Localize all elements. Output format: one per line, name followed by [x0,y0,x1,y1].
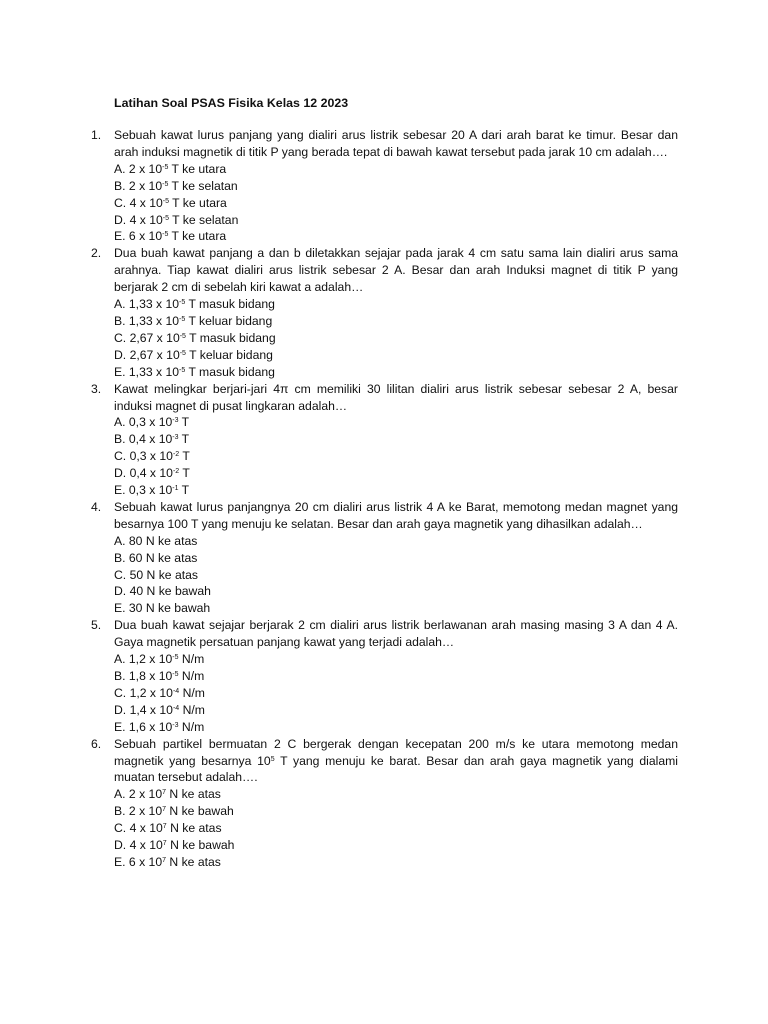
option-exponent: -5 [172,671,179,678]
option-exponent: 7 [162,823,167,831]
option-text: C. 1,2 x 10 [114,685,173,700]
question-item [91,499,678,617]
option-exponent: -5 [179,332,186,340]
option-unit: N/m [179,685,205,700]
option-unit: T ke selatan [169,212,239,227]
question-text: Sebuah kawat lurus panjang yang dialiri arus listrik sebesar 20 A dari arah barat ke timur. Besar dan arah induksi magnetik di titik P yang berada tepat di bawah kawat tersebut pada jarak 10 cm adalah…. [114,128,678,159]
question-text [114,736,678,787]
option-text: C. 4 x 10 [114,195,163,210]
option-unit: N/m [178,719,205,734]
question-number: 2. [91,246,102,261]
option-text: B. 2 x 10 [114,178,163,193]
document-title: Latihan Soal PSAS Fisika Kelas 12 2023 [114,96,349,110]
option-text: E. 1,6 x 10 [114,719,173,734]
option-exponent: -3 [172,434,179,442]
option-unit: T masuk bidang [185,297,275,312]
answer-option [114,651,678,668]
answer-option [114,685,678,702]
answer-option [114,786,678,803]
answer-option [114,296,678,313]
answer-option [114,313,678,330]
question-item [91,617,678,735]
option-unit: T [179,466,190,481]
question-number: 6. [91,736,102,751]
answer-option [114,854,678,871]
option-text: E. 30 N ke bawah [114,601,211,616]
option-exponent: -5 [162,197,170,205]
answer-option [114,364,678,381]
question-item [91,736,678,871]
question-item [91,381,678,499]
option-text: C. 2,67 x 10 [114,330,180,345]
option-exponent: -1 [172,485,179,493]
answer-option [114,820,678,837]
question-text-exponent: 5 [270,755,275,763]
option-unit: T ke utara [169,195,227,210]
option-unit: N ke atas [166,787,221,802]
answer-option [114,414,678,431]
option-unit: T [178,432,190,447]
option-exponent: -5 [179,349,186,357]
option-text: A. 2 x 10 [114,161,163,176]
question-list [91,127,678,871]
question-text: Dua buah kawat panjang a dan b diletakkan sejajar pada jarak 4 cm satu sama lain dialiri arus sama arahnya. Tiap kawat dialiri arus listrik sebesar 2 A. Besar dan arah Induksi magnet di titik P yang berjarak 2 cm di sebelah kiri kawat a adalah… [114,246,678,295]
answer-option [114,719,678,736]
option-unit: N ke atas [166,821,222,836]
answer-option [114,161,678,178]
option-exponent: -2 [172,451,180,459]
answer-option [114,702,678,719]
option-exponent: -5 [179,299,186,307]
option-text: E. 6 x 10 [114,854,163,869]
option-text: E. 1,33 x 10 [114,364,180,379]
option-unit: T ke selatan [168,178,238,193]
option-text: B. 60 N ke atas [114,550,198,565]
option-exponent: -4 [172,704,180,712]
answer-option [114,533,678,550]
option-exponent: 7 [162,806,167,814]
answer-option [114,195,678,212]
option-text: D. 40 N ke bawah [114,584,211,599]
question-number: 3. [91,381,102,396]
answer-option [114,330,678,347]
option-exponent: -4 [172,687,180,695]
option-unit: T masuk bidang [185,364,275,379]
option-text: C. 50 N ke atas [114,567,198,582]
question-item [91,127,678,245]
option-text: D. 4 x 10 [114,212,163,227]
question-text-part: T yang menuju ke barat. Besar dan arah gaya magnetik yang dialami muatan tersebut adalah…. [114,753,679,785]
option-text: B. 1,8 x 10 [114,669,173,683]
option-exponent: -3 [172,417,179,425]
option-unit: N ke atas [166,854,221,869]
option-text: D. 2,67 x 10 [114,347,180,362]
option-text: E. 0,3 x 10 [114,483,173,498]
option-exponent: -5 [162,180,169,188]
option-exponent: 7 [162,856,167,864]
question-item [91,245,678,380]
option-text: A. 1,33 x 10 [114,297,180,312]
answer-option [114,347,678,364]
answer-option [114,465,678,482]
option-exponent: -5 [179,366,186,374]
question-number: 5. [91,618,102,633]
answer-option [114,431,678,448]
option-unit: T masuk bidang [185,330,276,345]
answer-option [114,668,678,685]
answer-option [114,212,678,229]
question-text: Dua buah kawat sejajar berjarak 2 cm dialiri arus listrik berlawanan arah masing masing 3 A dan 4 A. Gaya magnetik persatuan panjang kawat yang terjadi adalah… [114,618,678,650]
option-text: D. 4 x 10 [114,838,163,853]
question-text: Sebuah kawat lurus panjangnya 20 cm dialiri arus listrik 4 A ke Barat, memotong medan magnet yang besarnya 100 T yang menuju ke selatan. Besar dan arah gaya magnetik yang dihasilkan adalah… [114,499,678,531]
question-text: Kawat melingkar berjari-jari 4π cm memiliki 30 lilitan dialiri arus listrik sebesar sebesar 2 A, besar induksi magnet di pusat lingkaran adalah… [114,381,678,413]
option-text: D. 0,4 x 10 [114,466,173,481]
option-text: D. 1,4 x 10 [114,702,173,717]
option-exponent: -5 [172,654,179,662]
answer-option [114,550,678,567]
question-number: 4. [91,499,102,514]
answer-option [114,837,678,854]
option-text: A. 80 N ke atas [114,533,198,548]
question-text-part: Sebuah partikel bermuatan 2 C bergerak dengan kecepatan 200 m/s ke utara memotong medan magnetik yang besarnya 10 [114,736,678,768]
option-text: B. 1,33 x 10 [114,313,180,328]
option-exponent: 7 [162,789,167,797]
answer-option [114,600,678,617]
answer-option [114,482,678,499]
option-exponent: -5 [162,214,170,222]
question-number: 1. [91,128,102,142]
option-text: A. 0,3 x 10 [114,415,173,430]
answer-option [114,178,678,195]
option-exponent: -5 [179,315,186,323]
option-exponent: -5 [162,231,169,239]
option-unit: N ke bawah [166,804,234,819]
option-text: B. 0,4 x 10 [114,432,173,447]
option-unit: T ke utara [168,161,227,176]
option-exponent: -2 [172,468,180,476]
option-unit: N/m [178,652,205,667]
option-text: C. 4 x 10 [114,821,163,836]
answer-option [114,567,678,584]
answer-option [114,228,678,245]
option-exponent: 7 [162,840,167,848]
option-unit: N/m [178,669,205,683]
answer-option [114,448,678,465]
option-unit: T keluar bidang [185,313,273,328]
answer-option [114,803,678,820]
option-text: B. 2 x 10 [114,804,163,819]
option-unit: T [178,483,190,498]
option-unit: N ke bawah [166,838,235,853]
option-text: C. 0,3 x 10 [114,449,173,464]
option-text: A. 1,2 x 10 [114,652,173,667]
option-unit: N/m [179,702,205,717]
option-text: A. 2 x 10 [114,787,163,802]
option-text: E. 6 x 10 [114,229,163,244]
option-exponent: -3 [172,721,179,729]
option-unit: T keluar bidang [185,347,273,362]
option-exponent: -5 [162,163,169,171]
option-unit: T [179,449,190,464]
option-unit: T ke utara [168,229,227,244]
answer-option [114,583,678,600]
option-unit: T [178,415,190,430]
